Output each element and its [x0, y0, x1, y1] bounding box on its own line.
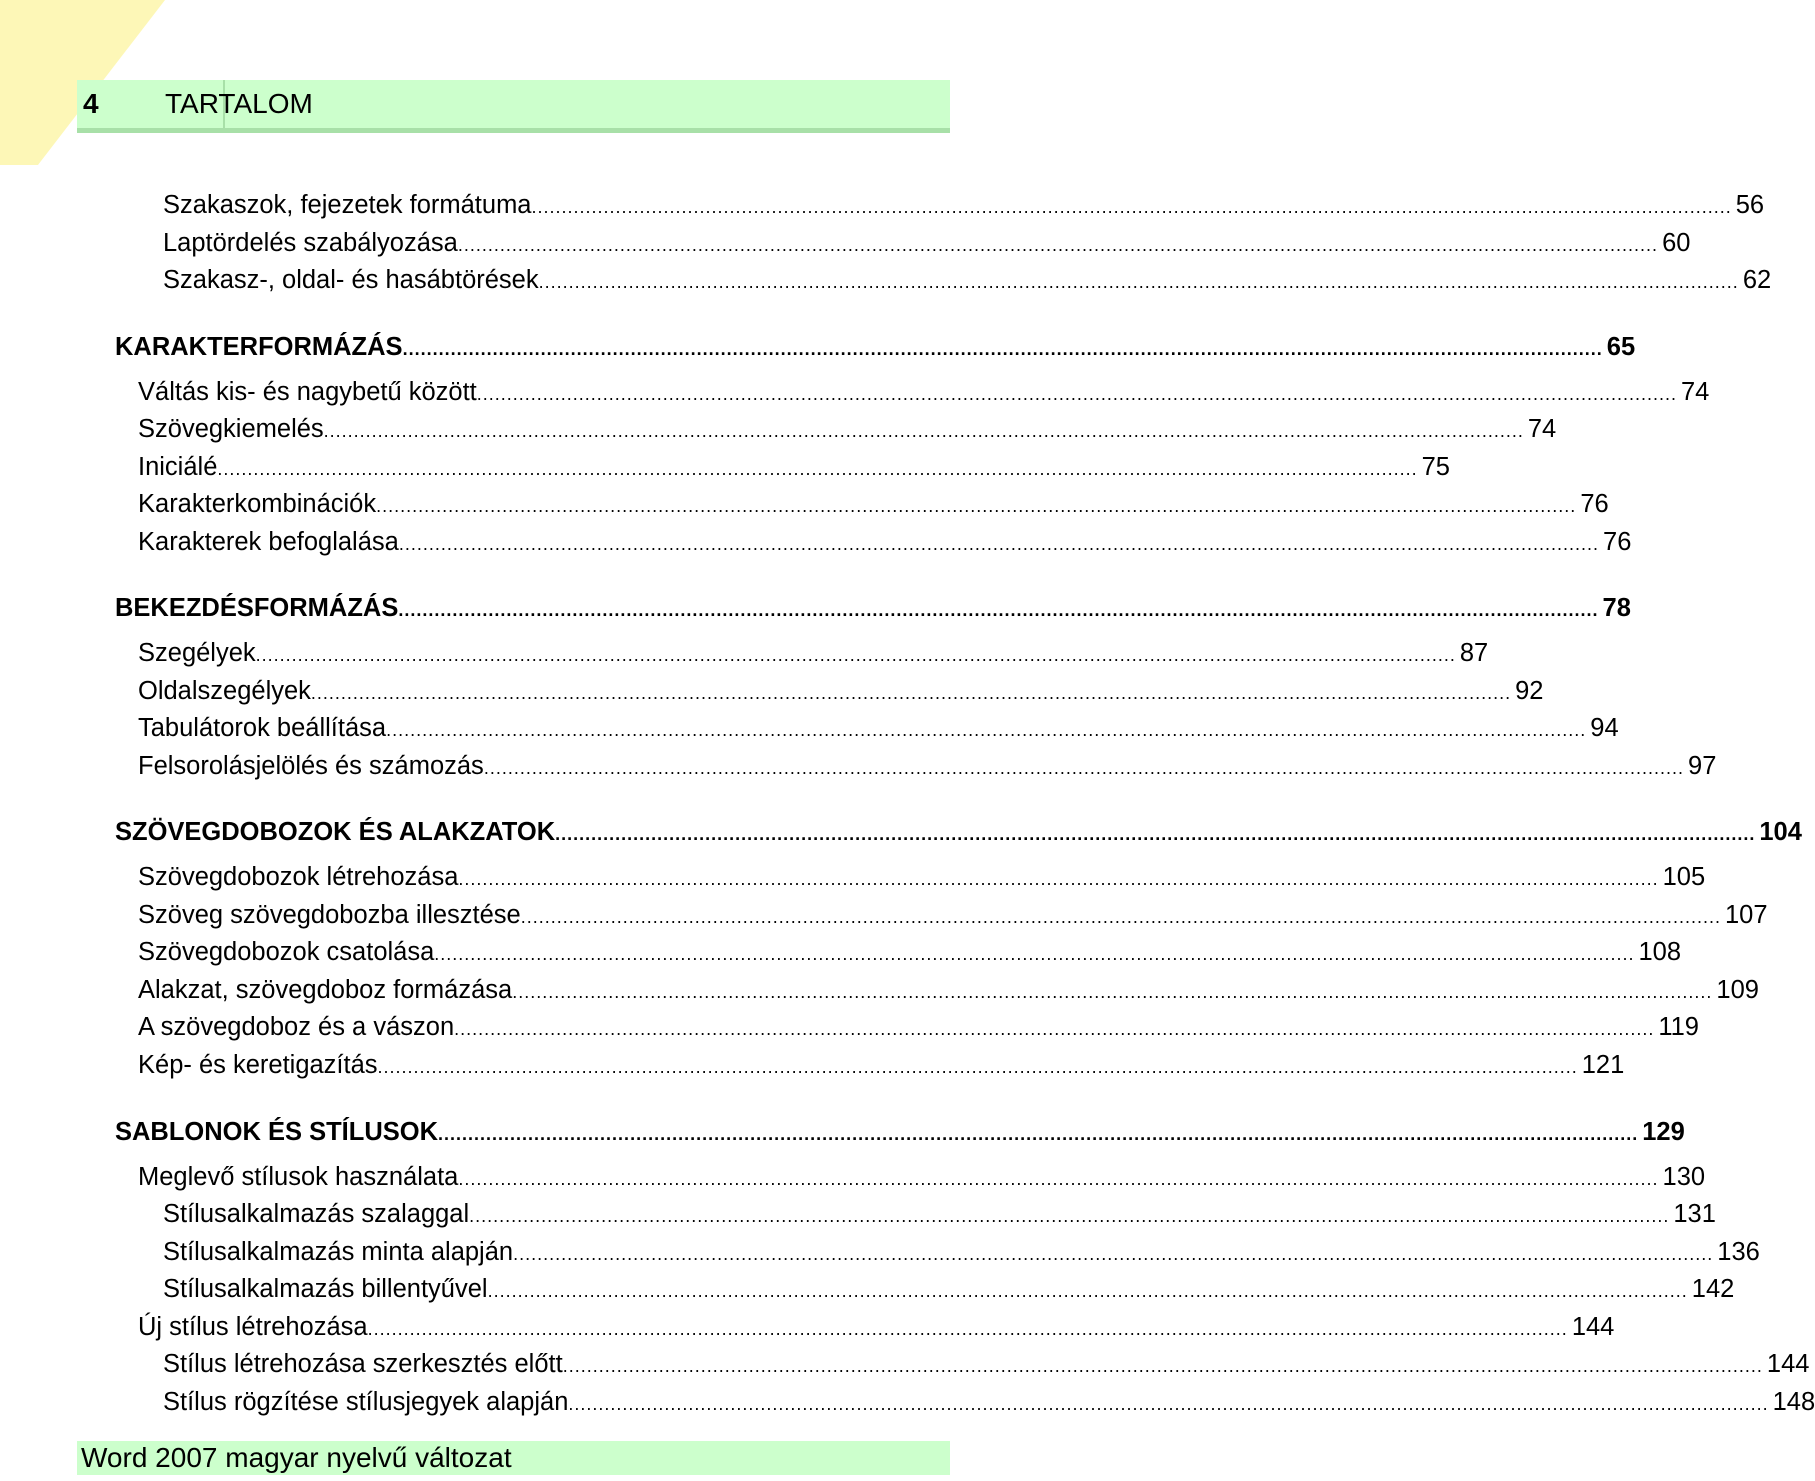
- toc-leader-dots: ........................................................................................................................................................................................................: [398, 534, 1600, 554]
- toc-leader-dots: ........................................................................................................................................................................................................: [555, 824, 1756, 844]
- toc-entry-page: 148: [1772, 1388, 1815, 1416]
- toc-entry-page: 56: [1735, 191, 1765, 219]
- toc-leader-dots: ........................................................................................................................................................................................................: [531, 197, 1732, 217]
- toc-entry-page: 131: [1673, 1200, 1716, 1228]
- toc-entry-title: Oldalszegélyek: [138, 677, 311, 705]
- toc-entry-page: 144: [1571, 1313, 1615, 1341]
- toc-entry-page: 94: [1590, 714, 1619, 742]
- toc-entry: [138, 375, 1710, 409]
- toc-leader-dots: ........................................................................................................................................................................................................: [398, 600, 1599, 620]
- toc-entry: [115, 330, 1636, 364]
- toc-entry: [163, 188, 1765, 222]
- toc-leader-dots: ........................................................................................................................................................................................................: [376, 496, 1577, 516]
- toc-entry-title: Stílus létrehozása szerkesztés előtt: [163, 1350, 563, 1378]
- toc-entry-title: Stílusalkalmazás minta alapján: [163, 1238, 514, 1266]
- toc-entry: [115, 591, 1631, 625]
- toc-entry-page: 75: [1421, 453, 1450, 481]
- toc-entry-title: Tabulátorok beállítása: [138, 714, 387, 742]
- toc-entry-page: 97: [1688, 752, 1717, 780]
- toc-leader-dots: ........................................................................................................................................................................................................: [458, 1169, 1659, 1189]
- toc-entry-title: SABLONOK ÉS STÍLUSOK: [115, 1118, 439, 1146]
- toc-entry-title: Iniciálé: [138, 453, 218, 481]
- toc-entry-title: Szövegdobozok csatolása: [138, 938, 435, 966]
- toc-entry: [138, 636, 1489, 670]
- toc-entry-page: 144: [1766, 1350, 1810, 1378]
- toc-entry-page: 105: [1662, 863, 1706, 891]
- toc-entry: [115, 1115, 1685, 1149]
- toc-leader-dots: ........................................................................................................................................................................................................: [438, 1124, 1639, 1144]
- toc-leader-dots: ........................................................................................................................................................................................................: [476, 384, 1677, 404]
- toc-entry-title: Szakasz-, oldal- és hasábtörések: [163, 266, 539, 294]
- toc-entry-title: Stílusalkalmazás billentyűvel: [163, 1275, 488, 1303]
- toc-entry-title: A szövegdoboz és a vászon: [138, 1013, 455, 1041]
- toc-entry-title: BEKEZDÉSFORMÁZÁS: [115, 594, 399, 622]
- toc-entry: [163, 1385, 1815, 1419]
- footer-text: Word 2007 magyar nyelvű változat: [81, 1442, 512, 1473]
- toc-entry-page: 65: [1606, 333, 1636, 361]
- toc-entry: [138, 450, 1450, 484]
- toc-entry-title: Stílusalkalmazás szalaggal: [163, 1200, 470, 1228]
- toc-leader-dots: ........................................................................................................................................................................................................: [487, 1281, 1688, 1301]
- toc-entry-title: SZÖVEGDOBOZOK ÉS ALAKZATOK: [115, 818, 556, 846]
- toc-entry-page: 74: [1527, 415, 1557, 443]
- toc-leader-dots: ........................................................................................................................................................................................................: [454, 1019, 1655, 1039]
- toc-entry-page: 121: [1581, 1051, 1625, 1079]
- toc-entry-title: Kép- és keretigazítás: [138, 1051, 378, 1079]
- toc-entry-page: 76: [1603, 528, 1632, 556]
- toc-leader-dots: ........................................................................................................................................................................................................: [217, 459, 1418, 479]
- toc-entry: [138, 1160, 1706, 1194]
- toc-leader-dots: ........................................................................................................................................................................................................: [469, 1206, 1670, 1226]
- toc-entry-page: 107: [1724, 901, 1768, 929]
- toc-entry: [138, 898, 1768, 932]
- toc-entry-page: 108: [1638, 938, 1682, 966]
- page-title: TARTALOM: [165, 88, 313, 119]
- page-footer: [77, 1441, 950, 1475]
- toc-leader-dots: ........................................................................................................................................................................................................: [483, 758, 1685, 778]
- toc-entry: [138, 525, 1632, 559]
- toc-entry-title: KARAKTERFORMÁZÁS: [115, 333, 403, 361]
- toc-entry-title: Váltás kis- és nagybetű között: [138, 378, 477, 406]
- toc-entry-title: Szövegkiemelés: [138, 415, 324, 443]
- toc-entry: [138, 935, 1682, 969]
- toc-entry: [163, 1235, 1760, 1269]
- toc-leader-dots: ........................................................................................................................................................................................................: [386, 720, 1587, 740]
- toc-entry-title: Szövegdobozok létrehozása: [138, 863, 459, 891]
- toc-entry-title: Alakzat, szövegdoboz formázása: [138, 976, 513, 1004]
- toc-leader-dots: ........................................................................................................................................................................................................: [434, 944, 1635, 964]
- toc-leader-dots: ........................................................................................................................................................................................................: [458, 869, 1659, 889]
- toc-entry: [115, 815, 1802, 849]
- toc-entry: [163, 263, 1772, 297]
- toc-entry: [138, 412, 1557, 446]
- toc-leader-dots: ........................................................................................................................................................................................................: [255, 645, 1456, 665]
- toc-entry: [138, 711, 1619, 745]
- toc-entry-page: 62: [1742, 266, 1772, 294]
- toc-entry-title: Szöveg szövegdobozba illesztése: [138, 901, 521, 929]
- toc-entry-page: 74: [1680, 378, 1710, 406]
- toc-entry-page: 60: [1662, 229, 1691, 257]
- toc-entry-page: 78: [1602, 594, 1631, 622]
- toc-leader-dots: ........................................................................................................................................................................................................: [512, 982, 1713, 1002]
- page-number: 4: [83, 88, 99, 119]
- page-header: [77, 80, 950, 133]
- toc-entry-page: 129: [1642, 1118, 1685, 1146]
- toc-entry-page: 136: [1717, 1238, 1760, 1266]
- toc-entry: [163, 1272, 1735, 1306]
- toc-entry-title: Stílus rögzítése stílusjegyek alapján: [163, 1388, 569, 1416]
- toc-entry: [138, 749, 1717, 783]
- toc-entry-page: 119: [1658, 1013, 1699, 1041]
- toc-entry: [138, 1310, 1615, 1344]
- toc-entry: [138, 674, 1544, 708]
- toc-leader-dots: ........................................................................................................................................................................................................: [310, 683, 1512, 703]
- toc-entry-page: 130: [1662, 1163, 1706, 1191]
- toc-entry-page: 142: [1691, 1275, 1735, 1303]
- toc-entry-title: Karakterek befoglalása: [138, 528, 399, 556]
- toc-leader-dots: ........................................................................................................................................................................................................: [513, 1244, 1714, 1264]
- toc-entry: [138, 1048, 1625, 1082]
- toc-leader-dots: ........................................................................................................................................................................................................: [323, 421, 1524, 441]
- toc-leader-dots: ........................................................................................................................................................................................................: [568, 1394, 1769, 1414]
- toc-entry-page: 104: [1759, 818, 1802, 846]
- toc-entry: [163, 226, 1691, 260]
- toc-entry-page: 92: [1515, 677, 1544, 705]
- toc-entry: [163, 1197, 1716, 1231]
- toc-entry-title: Szegélyek: [138, 639, 256, 667]
- toc-entry: [163, 1347, 1810, 1381]
- toc-entry: [138, 973, 1759, 1007]
- toc-leader-dots: ........................................................................................................................................................................................................: [538, 272, 1739, 292]
- toc-leader-dots: ........................................................................................................................................................................................................: [457, 235, 1659, 255]
- toc-entry-page: 76: [1580, 490, 1609, 518]
- toc-entry-title: Felsorolásjelölés és számozás: [138, 752, 484, 780]
- toc-leader-dots: ........................................................................................................................................................................................................: [562, 1356, 1763, 1376]
- toc-entry-title: Laptördelés szabályozása: [163, 229, 458, 257]
- toc-entry-title: Meglevő stílusok használata: [138, 1163, 459, 1191]
- toc-leader-dots: ........................................................................................................................................................................................................: [367, 1319, 1568, 1339]
- toc-entry-page: 109: [1716, 976, 1759, 1004]
- toc-entry: [138, 1010, 1699, 1044]
- toc-leader-dots: ........................................................................................................................................................................................................: [377, 1057, 1578, 1077]
- toc-entry-page: 87: [1459, 639, 1489, 667]
- toc-leader-dots: ........................................................................................................................................................................................................: [520, 907, 1721, 927]
- toc-entry-title: Karakterkombinációk: [138, 490, 377, 518]
- toc-entry-title: Új stílus létrehozása: [138, 1313, 368, 1341]
- toc-entry-title: Szakaszok, fejezetek formátuma: [163, 191, 532, 219]
- toc-leader-dots: ........................................................................................................................................................................................................: [402, 339, 1603, 359]
- toc-entry: [138, 487, 1609, 521]
- toc-entry: [138, 860, 1706, 894]
